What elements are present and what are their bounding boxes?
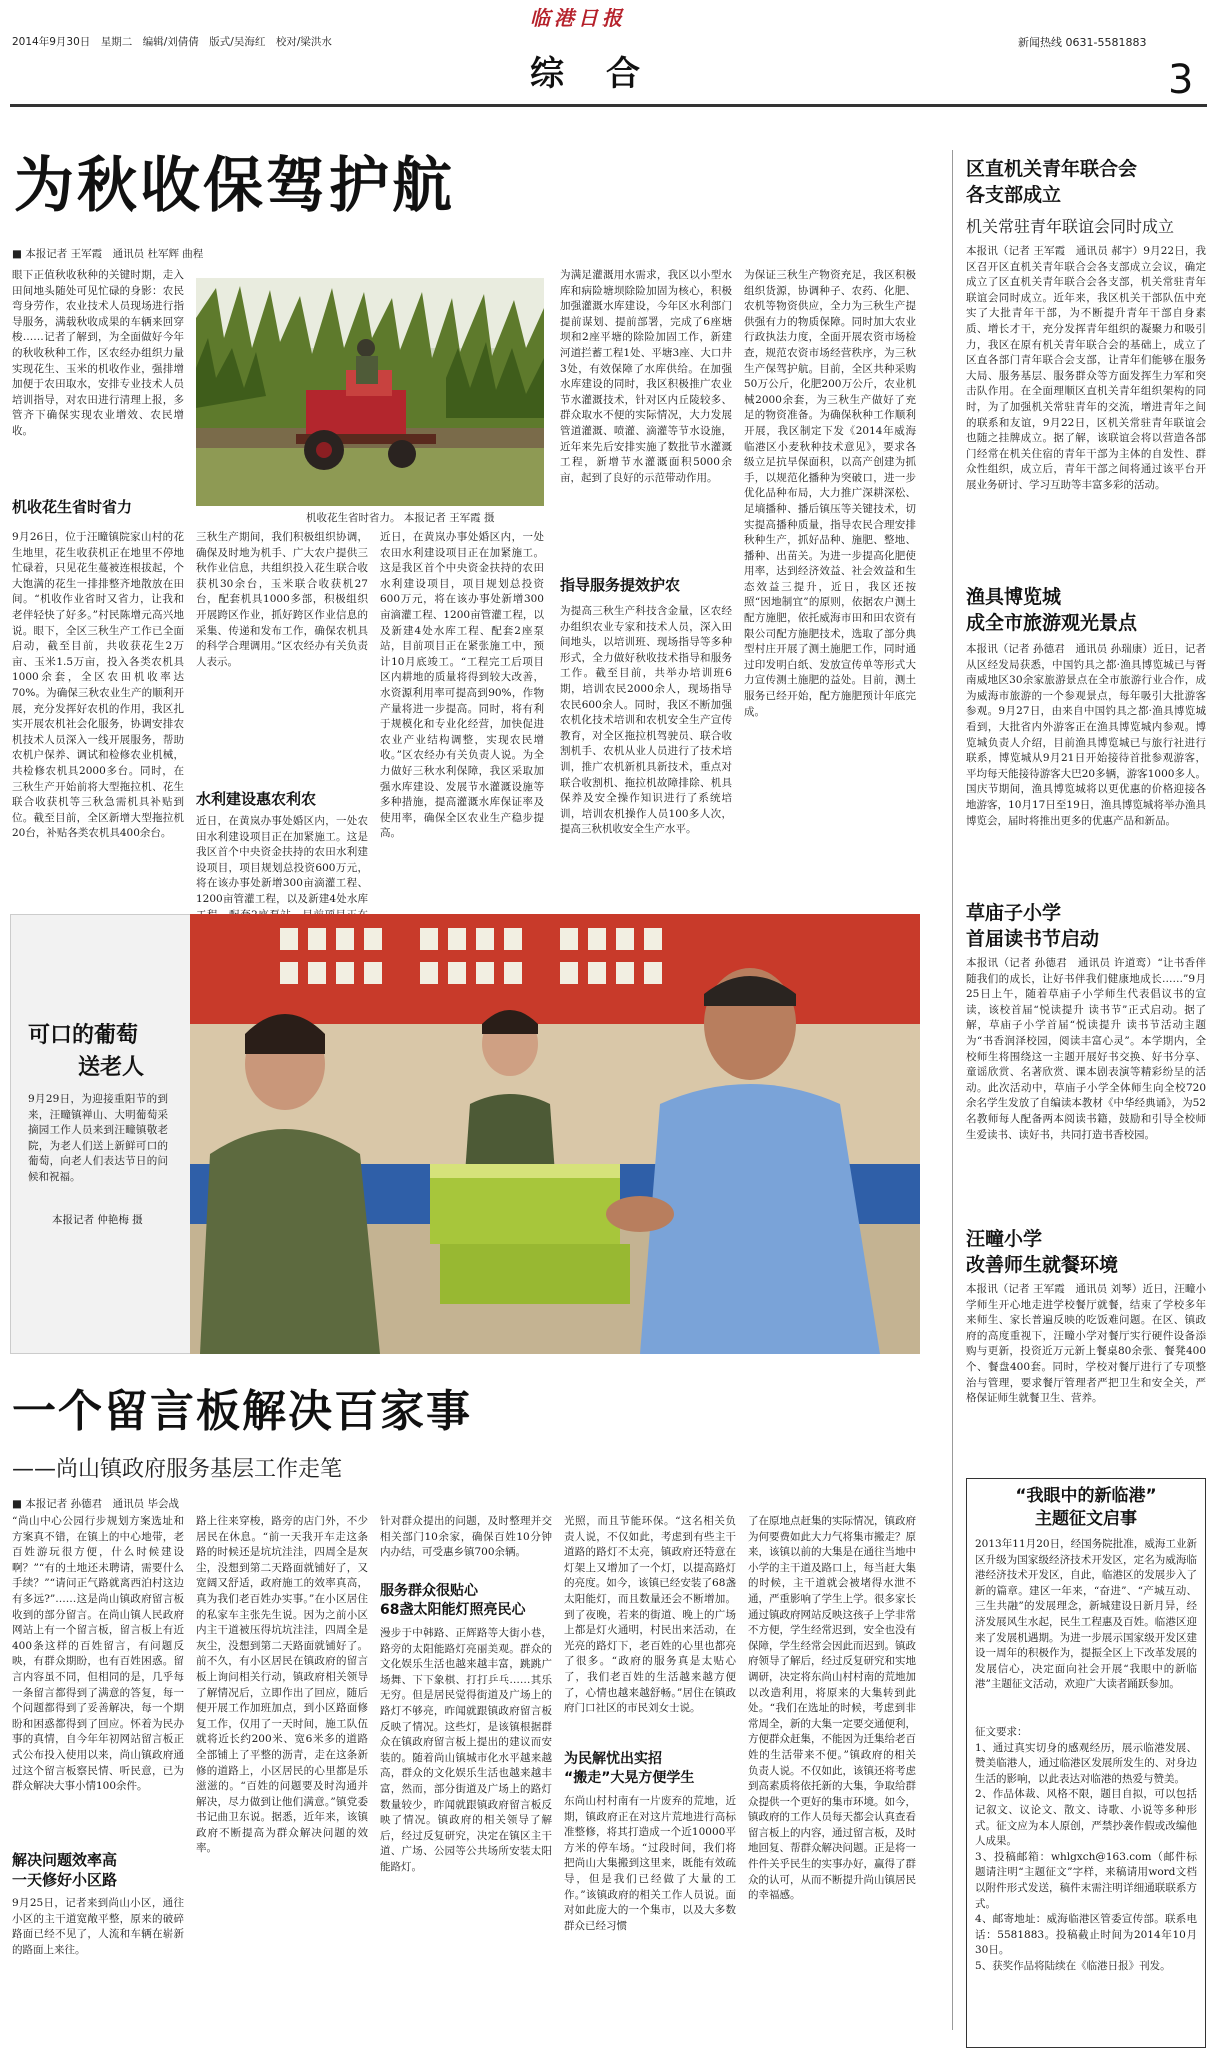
right-a2-head: 渔具博览城 成全市旅游观光景点 xyxy=(966,586,1138,634)
lead-intro: 眼下正值秋收秋种的关键时期，走入田间地头随处可见忙碌的身影：农民弯身劳作，农业技术人员现场进行指导服务，满载秋收成果的车辆来回穿梭……记者了解到，为全面做好今年的秋收秋种工作，区农经办组织力量实现花生、玉米的机收作业，强排增加便于农田取水，安排专业技术人员培训指导，对农田进行清理上报，多管齐下确保实现农业增效、农民增收。 xyxy=(12,269,184,437)
notice-item-3: 3、投稿邮箱：whlgxch@163.com（邮件标题请注明“主题征文”字样，来稿请用word文档以附件形式发送，稿件末需注明详细通联联系方式。 xyxy=(975,1850,1197,1910)
masthead-rule xyxy=(10,104,1207,107)
notice-item-4: 4、邮寄地址：威海临港区管委宣传部。联系电话：5581883。投稿截止时间为2014年10月30日。 xyxy=(975,1913,1197,1957)
lead-s2-body: 近日，在黄岚办事处婚区内，一处农田水利建设项目正在加紧施工。这是我区首个中央资金扶持的农田水利建设项目，项目规划总投资600万元，将在该办事处新增300亩滴灌工程、1200亩管灌工程，以及新建4处水库 xyxy=(196,815,368,905)
feature-s3-body: 东尚山村村南有一片废弃的荒地，近期，镇政府正在对这片荒地进行高标准整修，将其打造成一个近10000平方米的停车场。“过段时间，我们将把尚山大集搬到这里来，既能有效疏导，但是我们已经做了大量的工作。”该镇政府的相关工作人员说。面对如此庞大的一个集市，以及大多数群众已经习惯 xyxy=(564,1795,736,1932)
newspaper-logo: 临港日报 xyxy=(530,6,626,30)
lead-s2-cont xyxy=(380,530,544,876)
lead-s2-head: 水利建设惠农利农 xyxy=(196,790,317,808)
feature-col5-body: 了在原地点赶集的实际情况，镇政府为何要费如此大力气将集市搬走？原来，该镇以前的大集是在通往当地中小学的主干道及路口上，每当赶大集的时候，主干道就会被堵得水泄不通，严重影响了学生上学。很多家长通过镇政府网站反映这孩子上学非常不方便，学生经常迟到，安全也没有保障，学生经常会因此而迟到。镇政府领导了解后，经过反复研究和实地调研，决定将东尚山村村南的荒地加以改造利用，将原来的大集转到此处。“我们在选址的时候，考虑到非常周全，新的大集一定要交通便利，方便群众赶集，不能因为迁集给老百姓的生活带来不便。”镇政府的相关负责人说。不仅如此，该镇还将考虑到高素质将依托新的大集，争取给群众提供一个更好的集市环境。如今，镇政府的工作人员每天都会认真查看留言板上的内容，通过留言板，及时地回复、帮群众解决问题。正是将一件件关乎民生的实事办好，赢得了群众的认可，从而不断提升尚山镇居民的幸福感。 xyxy=(748,1515,916,1902)
section-title: 综 合 xyxy=(530,54,644,94)
right-column-divider xyxy=(952,150,953,2030)
right-a1-head: 区直机关青年联合会 各支部成立 xyxy=(966,158,1138,206)
grapes-delivery-illustration xyxy=(190,914,920,1354)
feature-col3-body: 针对群众提出的问题，及时整理并交相关部门10余家，确保百姓10分钟内办结，可受惠乡镇700余辆。 xyxy=(380,1515,552,1559)
right-a2-body: 本报讯（记者 孙德君 通讯员 孙瑞康）近日，记者从区经发局获悉，中国钓具之都·渔具博览城已与胥南威地区30余家旅游景点在全市旅游行业合作，成为威海市旅游的一个参观景点，每年吸引大批游客参观。9月27日，由来自中国钓具之都·渔具博览城看到，大批省内外游客正在渔具博览城内参观。博览城负责人介绍，目前渔具博览城已与旅行社进行联系，博览城从9月21日开始接待首批参观游客，平均每天能接待游客大巴20多辆，游客1000多人。国庆节期间，渔具博览城将以更优惠的价格迎接各地游客，10月17日至19日，渔具博览城将举办渔具博览会，届时将推出更多的优惠产品和新品。 xyxy=(966,643,1206,827)
lead-photo-caption: 机收花生省时省力。 本报记者 王军霞 摄 xyxy=(306,512,495,524)
lead-photo xyxy=(196,278,544,506)
right-a1-body: 本报讯（记者 王军霞 通讯员 郝宇）9月22日，我区召开区直机关青年联合会各支部成立会议，确定成立了区直机关青年联合会各支部，机关常驻青年联谊会同时成立。近年来，我区机关干部队伍中充实了大批青年干部，为不断提升青年干部自身素质、增长才干，充分发挥青年组织的凝聚力和吸引力，我区在原有机关青年联合会的基础上，成立了区直各部门青年联合会支部，让青年们能够在服务大局、服务基层、服务群众等方面发挥生力军和突击队作用。在全面理顺区直机关青年组织架构的同时，为了加强机关常驻青年的交流，增进青年之间的联系和友谊，9月22日，区机关常驻青年联谊会也随之挂牌成立。据了解，该联谊会将以营造各部门经常在机关住宿的青年干部为主体的自发性、群众性组织，成立后，青年干部之间将通过该平台开展业务研讨、学习互助等丰富多彩的活动。 xyxy=(966,245,1206,491)
feature-col1-body: “尚山中心公园行步规划方案选址和方案真不错，在镇上的中心地带，老百姓游玩很方便，什么时候建设啊？”“有的土地还未聘请，需要什么手续？”“请问正气路就离西泊村这边有多远?”……这是尚山镇政府留言板收到的部分留言。在尚山镇人民政府网站上有一个留言板，留言板上有近400条这样的百姓留言，有问题反映，有群众期盼，也有百姓困惑。留言内容虽不同，但相同的是，几乎每一条留言都得到了满意的答复，每一个问题都得到了妥善解决，每一个期盼和困惑都得到了回应。怀着为民办事的真情，自今年年初网站留言板正式公布投入使用以来，尚山镇政府通过这个留言板察民情、听民意，已为群众解决大事小情100余件。 xyxy=(12,1515,184,1793)
right-a4-head: 汪疃小学 改善师生就餐环境 xyxy=(966,1228,1119,1276)
grapes-title-2: 送老人 xyxy=(78,1055,145,1080)
lead-s1-head: 机收花生省时省力 xyxy=(12,498,133,516)
feature-col2-body: 路上往来穿梭，路旁的店门外，不少居民在休息。“前一天我开车走这条路的时候还是坑坑洼洼，四周全是灰尘，没想到第二天路面就铺好了，又宽阔又舒适，政府施工的效率真高，真为我们老百姓办实事。”在小区居住的私家车主张先生说。因为之前小区内主干道被压得坑坑洼洼，四周全是灰尘，没想到第二天路面就铺好了。前不久，有小区居民在镇政府的留言板上询问相关行动，镇政府相关领导了解情况后，立即作出了回应，随后便开展工作加班加点，到小区路面修复工作，仅用了一天时间，施工队伍就将近长约200米、宽6米多的道路全部铺上了平整的沥青，走在这条新修的道路上，小区居民的心里都是乐滋滋的。“百姓的问题要及时沟通并解决，尽力做到让他们满意。”镇党委书记曲卫东说。据悉，近年来，该镇政府不断提高为群众解决问题的效率。 xyxy=(196,1515,368,1855)
lead-col4-body: 为保证三秋生产物资充足，我区积极组织货源，协调种子、农药、化肥、农机等物资供应，全力为三秋生产提供强有力的物质保障。同时加大农业行政执法力度，全面开展农资市场检查，规范农资市场经营秩序，为三秋生产保驾护航。目前，全区共种采购50万公斤，化肥200万公斤，农业机械2000余套，为三秋生产做好了充足的物资准备。为确保秋种工作顺利开展，我区制定下发《2014年威海临港区小麦秋种技术意见》，要求各级立足抗旱保面积，以高产创建为抓手，以规范化播种为突破口，进一步优化品种布局，大力推广深耕深松、足墒播种、播后镇压等关键技术，切实提高播种质量，指导农民合理安排秋种生产，抓好品种、施肥、整地、播种、出苗关。为进一步提高化肥使用率，达到经济效益、社会效益和生态效益三提升，近日，我区还按照“因地制宜”的原则，依据农户测土配方施肥，依托威海市田和田农资有限公司配方施肥技术，选取了部分典型村庄开展了测土施肥工作，同时通过印发明白纸、发放宣传单等形式大力宣传测土施肥的益处。目前，测土服务已经开始，配方施肥预计年底完成。 xyxy=(744,269,916,718)
lead-s3-body: 为提高三秋生产科技含金量，区农经办组织农业专家和技术人员，深入田间地头，以培训班、现场指导等多种形式，全力做好秋收技术指导和服务工作。截至目前，共举办培训班6期，培训农民2000余人，现场指导农民600余人。同时，我区不断加强农机化技术培训和农机安全生产宣传教育，对全区拖拉机驾驶员、联合收割机手、农机从业人员进行了技术培训，推广农机新机具新技术，重点对联合收割机、拖拉机故障排除、机具保养及安全操作知识进行了系统培训，培训农机操作人员100多人次，提高三秋机收安全生产水平。 xyxy=(560,605,732,836)
feature-s2-head: 服务群众很贴心 68盏太阳能灯照亮民心 xyxy=(380,1583,526,1618)
feature-col4-body: 光照，而且节能环保。“这名相关负责人说，不仅如此，考虑到有些主干道路的路灯不太亮，镇政府还特意在灯架上又增加了一个灯，以提高路灯的亮度。如今，该镇已经安装了68盏太阳能灯，而且数量还会不断增加。到了夜晚，若来的街道、晚上的广场上都是灯火通明，村民出来活动，在光亮的路灯下，老百姓的心里也都亮了很多。“政府的服务真是太贴心了，我们老百姓的生活越来越方便了，心情也越来越舒畅。”居住在镇政府门口社区的市民刘女士说。 xyxy=(564,1515,736,1715)
grapes-photo xyxy=(190,914,920,1354)
notice-body: 2013年11月20日，经国务院批准，威海工业新区升级为国家级经济技术开发区，定名为威海临港经济技术开发区，自此，临港区的发展步入了新的篇章。建区一年来，“奋进”、“产城互动、三生共融”的发展理念，新城建设日新月异，经济发展风生水起，民生工程惠及百姓。临港区迎来了发展机遇期。为进一步展示国家级开发区建设一周年的积极作为，提振全区上下改革发展的发展信心，决定面向社会开展“我眼中的新临港”主题征文活动，欢迎广大读者踊跃参加。 xyxy=(975,1538,1197,1691)
lead-s1-body: 9月26日，位于汪疃镇院家山村的花生地里，花生收获机正在地里不停地忙碌着，只见花生蔓被连根拔起，个大饱满的花生一排排整齐地散放在田间。“机收作业省时又省力，让我和老伴轻快了好多。”村民陈增元高兴地说。眼下，全区三秋生产工作已全面启动，截至目前，共收获花生2万亩、玉米1.5万亩，投入各类农机具1000余套，全区农田机收率达70%。为确保三秋农业生产的顺利开展，充分发挥好农机的作用，我区扎实开展农机社会化服务，协调安排农机技术人员深入一线开展服务，帮助农机户保养、调试和检修农业机械，共检修农机具2000多台。同时，在三秋生产开始前将大型拖拉机、花生联合收获机等三秋急需机具补贴到位。截至目前，全区新增大型拖拉机20台，补贴各类农机具400余台。 xyxy=(12,531,184,840)
lead-col2-body: 三秋生产期间，我们积极组织协调，确保及时地为机手、广大农户提供三秋作业信息，共组织投入花生联合收获机30余台，玉米联合收获机27台，配套机具1000多部，积极组织开展跨区作业，抓好跨区作业信息的采集、传递和发布工作，确保农机具的科学合理调用。”区农经办有关负责人表示。 xyxy=(196,531,368,668)
masthead-date: 2014年9月30日 星期二 编辑/刘倩倩 版式/吴海红 校对/梁洪水 xyxy=(12,36,332,48)
feature-s1-head: 解决问题效率高 一天修好小区路 xyxy=(12,1851,118,1889)
lead-s3-head: 指导服务提效护农 xyxy=(560,576,681,594)
feature-byline: ■ 本报记者 孙德君 通讯员 毕会战 xyxy=(12,1498,179,1510)
lead-byline-text: 本报记者 王军霞 通讯员 杜军辉 曲程 xyxy=(25,248,204,260)
page-number: 3 xyxy=(1168,57,1194,103)
right-a1-sub: 机关常驻青年联谊会同时成立 xyxy=(966,217,1175,236)
grapes-caption: 9月29日，为迎接重阳节的到来，汪疃镇禅山、大明葡萄采摘园工作人员来到汪疃镇敬老院，为老人们送上新鲜可口的葡萄，向老人们表达节日的问候和祝福。 xyxy=(28,1093,168,1183)
right-a3-head: 草庙子小学 首届读书节启动 xyxy=(966,902,1100,950)
feature-title: 一个留言板解决百家事 xyxy=(12,1386,472,1437)
notice-item-5: 5、获奖作品将陆续在《临港日报》刊发。 xyxy=(975,1959,1171,1972)
notice-item-1: 1、通过真实切身的感观经历，展示临港发展、赞美临港人，通过临港区发展所发生的、对身边生活的影响，以此表达对临港的热爱与赞美。 xyxy=(975,1741,1197,1785)
right-a3-body: 本报讯（记者 孙德君 通讯员 许道鸾）“让书香伴随我们的成长，让好书伴我们健康地成长……”9月25日上午，随着草庙子小学师生代表倡议书的宣读，该校首届“悦读提升 读书节”正式启动。据了解，草庙子小学首届“悦读提升 读书节活动主题为“书香润泽校园，阅读丰富心灵”。本学期内，全校师生将围绕这一主题开展好书交换、好书分享、童谣欣赏、名著欣赏、课本剧表演等精彩纷呈的活动。此次活动中，草庙子小学全体师生向全校720余名学生发放了自编读本教材《中华经典诵》，为52名教师每人配备两本阅读书籍，鼓励和引导全校师生爱读书、读好书，共同打造书香校园。 xyxy=(966,957,1206,1141)
right-a4-body: 本报讯（记者 王军霞 通讯员 刘琴）近日，汪疃小学师生开心地走进学校餐厅就餐，结束了学校多年来师生、家长普遍反映的吃饭难问题。在区、镇政府的高度重视下，汪疃小学对餐厅实行硬件设备添购与更新，投资近万元新上餐桌80余张、餐凳400个、餐盘400套。同时，学校对餐厅进行了专项整治与管理，要求餐厅管理者严把卫生和安全关，严格保证师生就餐卫生、营养。 xyxy=(966,1283,1206,1405)
feature-byline-text: 本报记者 孙德君 通讯员 毕会战 xyxy=(25,1498,179,1510)
notice-head: “我眼中的新临港” 主题征文启事 xyxy=(1015,1486,1157,1529)
feature-subtitle: ——尚山镇政府服务基层工作走笔 xyxy=(12,1457,343,1482)
lead-col3-body: 为满足灌溉用水需求，我区以小型水库和病险塘坝除险加固为核心，积极加强灌溉水库建设，今年区水利部门提前谋划、提前部署，完成了6座塘坝和2座平塘的除险加固工作，新建河道拦蓄工程1处、平塘3座、大口井3处，有效保障了水库供给。在加强水库建设的同时，我区积极推广农业节水灌溉技术，针对区内丘陵较多、群众取水不便的实际情况，大力发展管道灌溉、喷灌、滴灌等节水设施，近年来先后安排实施了数批节水灌溉工程，新增节水灌溉面积5000余亩，起到了良好的示范带动作用。 xyxy=(560,269,732,484)
hotline: 新闻热线 0631-5581883 xyxy=(1018,36,1147,49)
lead-title: 为秋收保驾护航 xyxy=(14,151,455,221)
grapes-title-1: 可口的葡萄 xyxy=(28,1023,139,1048)
lead-byline: ■ 本报记者 王军霞 通讯员 杜军辉 曲程 xyxy=(12,248,204,260)
feature-s2-body: 漫步于中韩路、正辉路等大街小巷，路旁的太阳能路灯亮丽美观。群众的文化娱乐生活也越来越丰富，跳跳广场舞、下下象棋、打打乒乓……其乐无穷。但是居民觉得街道及广场上的路灯不够亮，昨闻就跟镇政府留言板反映了情况。这些灯，是该镇根据群众在镇政府留言板上提出的建议而安装的。随着尚山镇城市化水平越来越高，群众的文化娱乐生活也越来越丰富，然而，部分街道及广场上的路灯数量较少，昨闻就跟镇政府留言板反映了情况。镇政府的相关领导了解后，经过反复研究，决定在镇区主干道、广场、公园等公共场所安装太阳能路灯。 xyxy=(380,1627,552,1873)
notice-item-0: 征文要求： xyxy=(975,1726,1028,1738)
lead-s2-body-cont: 近日，在黄岚办事处婚区内，一处农田水利建设项目正在加紧施工。这是我区首个中央资金扶持的农田水利建设项目，项目规划总投资600万元，将在该办事处新增300亩滴灌工程、1200亩管灌工程，以及新建4处水库工程、配套2座泵站，目前项目正在紧张施工中，预计10月底竣工。“工程完工后项目区内耕地的质量将得到较大改善，水资源利用率可提高到90%，作物产量将进一步提高。同时，将有利于规模化和专业化经营，加快促进农业产业结构调整，实现农民增收。”区农经办有关负责人说。为全力做好三秋水利保障，我区采取加强水库建设、发展节水灌溉设施等多种措施，提高灌溉水库保证率及使用率，确保全区农业生产稳步提高。 xyxy=(380,531,544,840)
feature-s3-head: 为民解忧出实招 “搬走”大晃方便学生 xyxy=(564,1751,695,1786)
notice-box xyxy=(966,1478,1206,2048)
tractor-harvest-illustration xyxy=(196,278,544,506)
feature-s1-body: 9月25日，记者来到尚山小区，通往小区的主干道宽敞平整，原来的破碎路面已经不见了，人流和车辆在崭新的路面上来往。 xyxy=(12,1897,184,1956)
notice-item-2: 2、作品体裁、风格不限，题目自拟，可以包括记叙文、议论文、散文、诗歌、小说等多种形式。征文应为本人原创，严禁抄袭作假或改编他人成果。 xyxy=(975,1788,1197,1848)
grapes-credit: 本报记者 仲艳梅 摄 xyxy=(52,1214,143,1226)
